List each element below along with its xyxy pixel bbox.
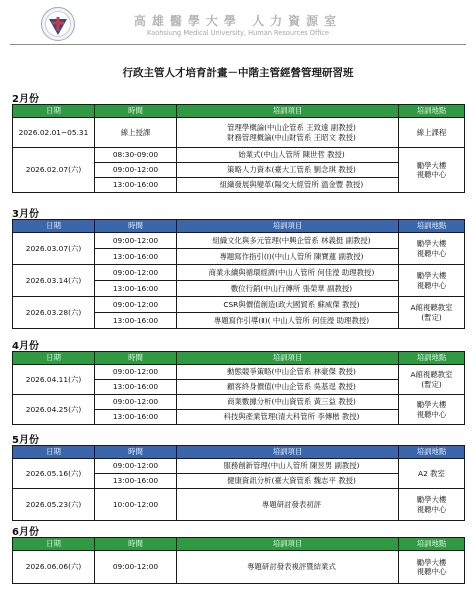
- location-line: 視聽中心: [416, 170, 447, 179]
- session-topic: 顧客終身價值(中山企管系 吳基逞 教授): [177, 380, 399, 395]
- letterhead: [0, 0, 476, 42]
- column-header-time: 時間: [95, 105, 177, 118]
- column-header-location: 培訓地點: [399, 352, 465, 365]
- topic-line: 管理學概論(中山企管系 王致遠 副教授): [227, 123, 356, 133]
- location-line: 勵學大樓: [416, 495, 447, 505]
- session-time: 線上授課: [95, 118, 177, 148]
- session-location: [399, 297, 465, 329]
- schedule-table-jun: [12, 537, 465, 584]
- session-date: 2026.05.23(六): [13, 489, 95, 521]
- session-location: A2 教室: [399, 459, 465, 489]
- session-topic: CSR與價值創造(政大國貿系 蘇威傑 教授): [177, 297, 399, 313]
- session-location: [399, 489, 465, 521]
- month-heading-mar: 3月份: [12, 209, 39, 220]
- table-row: [13, 365, 465, 380]
- session-location: [399, 395, 465, 425]
- session-topic: 健康資訊分析(臺大資管系 魏志平 教授): [177, 474, 399, 489]
- session-topic: 專題研討發表初評: [177, 489, 399, 521]
- location-line: 勵學大樓: [416, 160, 447, 170]
- session-location: [399, 148, 465, 193]
- column-header-topic: 培訓項目: [177, 105, 399, 118]
- session-time: 09:00-12:00: [95, 163, 177, 178]
- session-time: 13:00-16:00: [95, 380, 177, 395]
- month-heading-feb: 2月份: [12, 94, 39, 105]
- session-topic: 始業式(中山人管所 陳世哲 教授): [177, 148, 399, 163]
- session-date: 2026.03.28(六): [13, 297, 95, 329]
- table-row: [13, 265, 465, 281]
- column-header-time: 時間: [95, 446, 177, 459]
- session-location: 線上課程: [399, 118, 465, 148]
- session-topic: 服務創新管理(中山人管所 陳昱男 副教授): [177, 459, 399, 474]
- location-line: 視聽中心: [416, 280, 447, 290]
- session-location: [399, 365, 465, 395]
- session-topic: 策略人力資本(臺大工管系 劉念琪 教授): [177, 163, 399, 178]
- session-time: 13:00-16:00: [95, 410, 177, 425]
- column-header-time: 時間: [95, 352, 177, 365]
- column-header-topic: 培訓項目: [177, 352, 399, 365]
- column-header-date: 日期: [13, 352, 95, 365]
- session-date: 2026.02.07(六): [13, 148, 95, 193]
- session-time: 09:00-12:00: [95, 297, 177, 313]
- column-header-date: 日期: [13, 105, 95, 118]
- session-topic: 科技與產業管理(清大科管所 李傳楷 教授): [177, 410, 399, 425]
- university-logo-icon: [40, 6, 76, 42]
- session-time: 09:00-12:00: [95, 395, 177, 410]
- location-line: 勵學大樓: [416, 271, 447, 281]
- session-time: 10:00-12:00: [95, 489, 177, 521]
- column-header-date: 日期: [13, 220, 95, 233]
- table-row: [13, 148, 465, 163]
- session-date: 2026.04.25(六): [13, 395, 95, 425]
- session-time: 13:00-16:00: [95, 178, 177, 193]
- table-row: [13, 551, 465, 584]
- session-date: 2026.02.01~05.31: [13, 118, 95, 148]
- column-header-topic: 培訓項目: [177, 446, 399, 459]
- month-heading-may: 5月份: [12, 435, 39, 446]
- column-header-location: 培訓地點: [399, 538, 465, 551]
- session-time: 13:00-16:00: [95, 313, 177, 329]
- session-topic: 商業數據分析(中山資管系 黃三益 教授): [177, 395, 399, 410]
- session-time: 13:00-16:00: [95, 474, 177, 489]
- org-name-chinese: 高雄醫學大學 人力資源室: [133, 14, 343, 28]
- session-location: [399, 265, 465, 297]
- table-row: [13, 459, 465, 474]
- column-header-time: 時間: [95, 538, 177, 551]
- page-title: 行政主管人才培育計畫－中階主管經營管理研習班: [122, 67, 354, 79]
- session-time: 13:00-16:00: [95, 281, 177, 297]
- session-location: [399, 551, 465, 584]
- session-date: 2026.03.14(六): [13, 265, 95, 297]
- column-header-location: 培訓地點: [399, 105, 465, 118]
- column-header-topic: 培訓項目: [177, 220, 399, 233]
- session-location: [399, 233, 465, 265]
- session-time: 13:00-16:00: [95, 249, 177, 265]
- location-line: 視聽中心: [416, 409, 447, 419]
- column-header-location: 培訓地點: [399, 220, 465, 233]
- session-date: 2026.06.06(六): [13, 551, 95, 584]
- location-line: (暫定): [421, 312, 442, 322]
- location-line: A館視聽教室: [410, 370, 453, 380]
- session-date: 2026.05.16(六): [13, 459, 95, 489]
- session-time: 09:00-12:00: [95, 233, 177, 249]
- location-line: 視聽中心: [416, 567, 447, 576]
- topic-line: 財務管理概論(中山財管系 王昭文 教授): [227, 132, 356, 142]
- location-line: 勵學大樓: [416, 239, 447, 249]
- session-topic: 組織發展與變革(陽交大經管所 溫金豐 教授): [177, 178, 399, 193]
- session-topic: 專題寫作引導(Ⅱ)( 中山人管所 何佳瀅 助理教授): [177, 313, 399, 329]
- month-heading-jun: 6月份: [12, 527, 39, 538]
- header-divider: [10, 44, 466, 45]
- location-line: 勵學大樓: [416, 400, 447, 410]
- month-heading-apr: 4月份: [12, 341, 39, 352]
- session-topic: 數位行銷(中山行傳所 張榮華 副教授): [177, 281, 399, 297]
- column-header-location: 培訓地點: [399, 446, 465, 459]
- session-time: 08:30-09:00: [95, 148, 177, 163]
- location-line: 視聽中心: [416, 248, 447, 258]
- session-topic: [177, 118, 399, 148]
- session-time: 09:00-12:00: [95, 551, 177, 584]
- table-row: [13, 395, 465, 410]
- table-row: [13, 233, 465, 249]
- location-line: (暫定): [421, 379, 442, 389]
- session-topic: 組織文化與多元管理(中興企管系 林義挺 副教授): [177, 233, 399, 249]
- org-name-english: Kaohsiung Medical University, Human Resources Office: [146, 29, 330, 37]
- column-header-date: 日期: [13, 446, 95, 459]
- schedule-table-feb: [12, 104, 465, 193]
- session-topic: 專題研討發表複評暨結業式: [177, 551, 399, 584]
- column-header-date: 日期: [13, 538, 95, 551]
- session-time: 09:00-12:00: [95, 459, 177, 474]
- session-time: 09:00-12:00: [95, 365, 177, 380]
- session-topic: 專題寫作指引(Ⅰ)(中山人管所 陳寶蓮 副教授): [177, 249, 399, 265]
- schedule-table-may: [12, 445, 465, 521]
- session-topic: 動態競爭策略(中山企管系 林豪傑 教授): [177, 365, 399, 380]
- column-header-topic: 培訓項目: [177, 538, 399, 551]
- session-topic: 商業永續與循環經濟(中山人管所 何佳瀅 助理教授): [177, 265, 399, 281]
- location-line: 勵學大樓: [416, 557, 447, 567]
- table-row: [13, 489, 465, 521]
- schedule-table-mar: [12, 219, 465, 329]
- session-time: 09:00-12:00: [95, 265, 177, 281]
- schedule-table-apr: [12, 351, 465, 425]
- location-line: 視聽中心: [416, 504, 447, 514]
- location-line: A館視聽教室: [410, 303, 453, 313]
- table-row: [13, 297, 465, 313]
- table-row: [13, 118, 465, 148]
- column-header-time: 時間: [95, 220, 177, 233]
- session-date: 2026.04.11(六): [13, 365, 95, 395]
- session-date: 2026.03.07(六): [13, 233, 95, 265]
